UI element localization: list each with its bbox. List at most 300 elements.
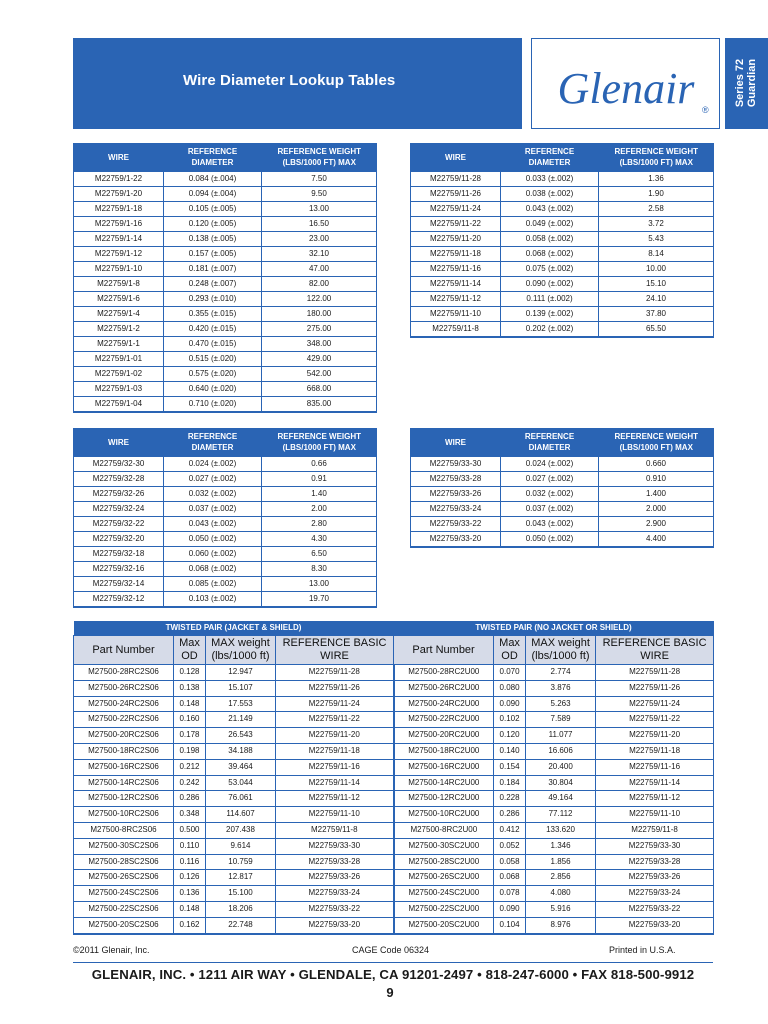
table-cell: 0.038 (±.002) — [501, 187, 599, 202]
table-row — [74, 247, 377, 262]
table-cell: 0.128 — [174, 665, 206, 681]
table-cell: M27500-22RC2U00 — [394, 712, 494, 728]
table-cell: M22759/11-26 — [411, 187, 501, 202]
table-cell: M27500-28RC2S06 — [74, 665, 174, 681]
table-row — [74, 352, 377, 367]
group-header-jacket-shield: TWISTED PAIR (JACKET & SHIELD) — [74, 621, 394, 636]
table-cell: 21.149 — [206, 712, 276, 728]
table-row — [411, 457, 714, 472]
table-row — [74, 517, 377, 532]
col-header-part-number: Part Number — [394, 636, 494, 665]
table-cell: 32.10 — [262, 247, 377, 262]
table-cell: 12.817 — [206, 870, 276, 886]
table-cell: 2.00 — [262, 502, 377, 517]
table-cell: M22759/11-18 — [276, 743, 394, 759]
table-cell: M22759/33-26 — [411, 487, 501, 502]
col-header-ref-weight: REFERENCE WEIGHT (LBS/1000 FT) MAX — [599, 143, 714, 172]
table-cell: 0.058 — [494, 854, 526, 870]
table-row — [411, 517, 714, 532]
table-cell: 0.110 — [174, 838, 206, 854]
table-cell: M22759/11-20 — [276, 728, 394, 744]
table-cell: 10.759 — [206, 854, 276, 870]
table-cell: 2.80 — [262, 517, 377, 532]
table-cell: 4.400 — [599, 532, 714, 548]
col-header-ref-basic-wire: REFERENCE BASIC WIRE — [276, 636, 394, 665]
table-cell: M22759/11-8 — [596, 822, 714, 838]
table-cell: 15.10 — [599, 277, 714, 292]
table-cell: 11.077 — [526, 728, 596, 744]
table-cell: M22759/11-18 — [596, 743, 714, 759]
table-cell: 0.212 — [174, 759, 206, 775]
table-cell: M22759/32-30 — [74, 457, 164, 472]
table-cell: 0.575 (±.020) — [164, 367, 262, 382]
series-line-1: Series 72 — [734, 58, 746, 108]
table-cell: 8.30 — [262, 562, 377, 577]
table-cell: 0.068 — [494, 870, 526, 886]
table-cell: M22759/33-22 — [411, 517, 501, 532]
table-cell: M22759/11-14 — [276, 775, 394, 791]
table-row — [74, 262, 377, 277]
table-cell: 53.044 — [206, 775, 276, 791]
table-cell: M22759/32-24 — [74, 502, 164, 517]
table-row — [74, 854, 714, 870]
table-cell: 5.263 — [526, 696, 596, 712]
table-cell: M22759/33-30 — [276, 838, 394, 854]
table-row — [411, 292, 714, 307]
table-cell: M22759/33-24 — [596, 886, 714, 902]
table-cell: 18.206 — [206, 901, 276, 917]
table-cell: 0.412 — [494, 822, 526, 838]
table-cell: 6.50 — [262, 547, 377, 562]
table-cell: 542.00 — [262, 367, 377, 382]
table-cell: M22759/11-14 — [596, 775, 714, 791]
table-row — [411, 532, 714, 548]
table-cell: 180.00 — [262, 307, 377, 322]
table-cell: M27500-26SC2S06 — [74, 870, 174, 886]
table-cell: 0.66 — [262, 457, 377, 472]
table-cell: 0.024 (±.002) — [164, 457, 262, 472]
table-cell: 0.138 — [174, 680, 206, 696]
table-cell: M22759/32-22 — [74, 517, 164, 532]
table-row — [74, 337, 377, 352]
wire-table-m22759-1 — [73, 143, 377, 413]
table-cell: 65.50 — [599, 322, 714, 338]
table-cell: 5.916 — [526, 901, 596, 917]
table-row — [74, 577, 377, 592]
table-cell: M22759/11-8 — [411, 322, 501, 338]
col-header-part-number: Part Number — [74, 636, 174, 665]
table-cell: 133.620 — [526, 822, 596, 838]
table-cell: 0.027 (±.002) — [164, 472, 262, 487]
table-cell: 0.500 — [174, 822, 206, 838]
table-cell: 0.043 (±.002) — [501, 517, 599, 532]
table-cell: M22759/1-8 — [74, 277, 164, 292]
table-cell: M22759/33-22 — [276, 901, 394, 917]
table-cell: M22759/11-16 — [411, 262, 501, 277]
table-row — [74, 487, 377, 502]
table-cell: M27500-26RC2S06 — [74, 680, 174, 696]
col-header-wire: WIRE — [411, 428, 501, 457]
page-title: Wire Diameter Lookup Tables — [183, 72, 396, 89]
table-cell: 0.052 — [494, 838, 526, 854]
table-row — [74, 728, 714, 744]
table-cell: M22759/1-1 — [74, 337, 164, 352]
table-cell: 9.50 — [262, 187, 377, 202]
table-cell: 1.40 — [262, 487, 377, 502]
table-cell: 0.094 (±.004) — [164, 187, 262, 202]
table-cell: 0.286 — [494, 807, 526, 823]
table-row — [411, 172, 714, 187]
table-cell: 16.50 — [262, 217, 377, 232]
table-cell: M22759/11-12 — [276, 791, 394, 807]
table-cell: M22759/11-20 — [411, 232, 501, 247]
copyright-text: ©2011 Glenair, Inc. — [73, 945, 150, 955]
table-row — [74, 322, 377, 337]
table-cell: 0.090 (±.002) — [501, 277, 599, 292]
logo-wordmark: Glenair — [557, 64, 695, 113]
table-cell: 30.804 — [526, 775, 596, 791]
table-row — [74, 202, 377, 217]
table-cell: 207.438 — [206, 822, 276, 838]
table-cell: 0.033 (±.002) — [501, 172, 599, 187]
table-cell: M22759/11-14 — [411, 277, 501, 292]
table-cell: 0.515 (±.020) — [164, 352, 262, 367]
table-cell: 24.10 — [599, 292, 714, 307]
table-cell: 0.027 (±.002) — [501, 472, 599, 487]
table-cell: 0.154 — [494, 759, 526, 775]
table-cell: M22759/1-01 — [74, 352, 164, 367]
table-cell: 0.640 (±.020) — [164, 382, 262, 397]
table-cell: M22759/33-20 — [411, 532, 501, 548]
table-cell: 47.00 — [262, 262, 377, 277]
table-cell: M27500-28RC2U00 — [394, 665, 494, 681]
table-cell: M27500-26RC2U00 — [394, 680, 494, 696]
table-cell: 39.464 — [206, 759, 276, 775]
table-cell: 2.856 — [526, 870, 596, 886]
table-cell: 49.164 — [526, 791, 596, 807]
table-cell: M22759/1-12 — [74, 247, 164, 262]
col-header-ref-weight: REFERENCE WEIGHT (LBS/1000 FT) MAX — [599, 428, 714, 457]
table-cell: 19.70 — [262, 592, 377, 608]
table-row — [74, 292, 377, 307]
table-row — [411, 202, 714, 217]
table-row — [74, 502, 377, 517]
table-cell: 17.553 — [206, 696, 276, 712]
table-row — [74, 172, 377, 187]
table-cell: M22759/33-26 — [276, 870, 394, 886]
table-row — [411, 217, 714, 232]
table-cell: M27500-20RC2S06 — [74, 728, 174, 744]
table-cell: M27500-18RC2S06 — [74, 743, 174, 759]
table-cell: M27500-12RC2S06 — [74, 791, 174, 807]
table-row — [411, 472, 714, 487]
table-cell: 16.606 — [526, 743, 596, 759]
wire-table-m22759-11 — [410, 143, 714, 338]
table-cell: M27500-10RC2U00 — [394, 807, 494, 823]
table-row — [74, 277, 377, 292]
table-cell: 12.947 — [206, 665, 276, 681]
table-cell: 0.075 (±.002) — [501, 262, 599, 277]
table-cell: 0.037 (±.002) — [164, 502, 262, 517]
table-cell: 7.50 — [262, 172, 377, 187]
table-cell: 1.346 — [526, 838, 596, 854]
table-cell: M27500-24SC2S06 — [74, 886, 174, 902]
table-cell: M22759/11-24 — [411, 202, 501, 217]
table-cell: 0.024 (±.002) — [501, 457, 599, 472]
table-cell: M22759/1-03 — [74, 382, 164, 397]
table-row — [74, 397, 377, 413]
table-cell: 1.36 — [599, 172, 714, 187]
table-cell: 0.286 — [174, 791, 206, 807]
table-cell: M22759/1-4 — [74, 307, 164, 322]
table-cell: M22759/11-20 — [596, 728, 714, 744]
table-row — [74, 822, 714, 838]
table-cell: 9.614 — [206, 838, 276, 854]
table-cell: M22759/32-12 — [74, 592, 164, 608]
table-cell: M27500-20SC2U00 — [394, 917, 494, 933]
table-cell: M22759/11-12 — [596, 791, 714, 807]
table-cell: 0.162 — [174, 917, 206, 933]
table-cell: M27500-24SC2U00 — [394, 886, 494, 902]
table-cell: 0.355 (±.015) — [164, 307, 262, 322]
table-cell: M22759/11-10 — [411, 307, 501, 322]
table-cell: 0.111 (±.002) — [501, 292, 599, 307]
table-cell: 348.00 — [262, 337, 377, 352]
table-cell: 0.070 — [494, 665, 526, 681]
table-row — [74, 367, 377, 382]
table-cell: M27500-22SC2U00 — [394, 901, 494, 917]
table-cell: M22759/11-26 — [276, 680, 394, 696]
col-header-max-weight: MAX weight (lbs/1000 ft) — [206, 636, 276, 665]
table-row — [74, 759, 714, 775]
table-cell: M27500-20SC2S06 — [74, 917, 174, 933]
table-cell: 668.00 — [262, 382, 377, 397]
table-cell: M27500-22RC2S06 — [74, 712, 174, 728]
table-cell: M22759/11-16 — [276, 759, 394, 775]
table-row — [411, 487, 714, 502]
table-cell: M22759/11-12 — [411, 292, 501, 307]
table-cell: 2.774 — [526, 665, 596, 681]
table-cell: 23.00 — [262, 232, 377, 247]
table-cell: 2.000 — [599, 502, 714, 517]
table-row — [74, 807, 714, 823]
table-cell: 2.900 — [599, 517, 714, 532]
table-cell: M22759/11-10 — [276, 807, 394, 823]
table-cell: 7.589 — [526, 712, 596, 728]
table-cell: 3.72 — [599, 217, 714, 232]
table-cell: M27500-30SC2U00 — [394, 838, 494, 854]
registered-mark: ® — [702, 105, 709, 115]
table-cell: 0.120 (±.005) — [164, 217, 262, 232]
table-cell: M22759/11-16 — [596, 759, 714, 775]
table-cell: 0.160 — [174, 712, 206, 728]
table-cell: 114.607 — [206, 807, 276, 823]
table-cell: 76.061 — [206, 791, 276, 807]
col-header-max-od: Max OD — [174, 636, 206, 665]
table-cell: M27500-8RC2U00 — [394, 822, 494, 838]
table-row — [74, 870, 714, 886]
table-cell: 3.876 — [526, 680, 596, 696]
table-cell: 0.090 — [494, 901, 526, 917]
table-row — [411, 232, 714, 247]
table-cell: M22759/11-24 — [276, 696, 394, 712]
group-header-no-jacket: TWISTED PAIR (NO JACKET OR SHIELD) — [394, 621, 714, 636]
table-row — [74, 917, 714, 933]
table-cell: M22759/11-24 — [596, 696, 714, 712]
table-cell: 0.248 (±.007) — [164, 277, 262, 292]
table-cell: 0.202 (±.002) — [501, 322, 599, 338]
table-cell: M22759/33-28 — [411, 472, 501, 487]
table-cell: M22759/32-20 — [74, 532, 164, 547]
table-cell: M27500-12RC2U00 — [394, 791, 494, 807]
table-cell: 13.00 — [262, 202, 377, 217]
table-cell: 0.148 — [174, 901, 206, 917]
table-cell: 0.090 — [494, 696, 526, 712]
table-cell: 0.104 — [494, 917, 526, 933]
table-row — [74, 791, 714, 807]
table-cell: M27500-28SC2U00 — [394, 854, 494, 870]
table-cell: 0.078 — [494, 886, 526, 902]
table-cell: M22759/33-20 — [276, 917, 394, 933]
table-cell: 0.126 — [174, 870, 206, 886]
table-cell: 0.068 (±.002) — [164, 562, 262, 577]
table-cell: M22759/32-28 — [74, 472, 164, 487]
table-cell: 10.00 — [599, 262, 714, 277]
table-row — [411, 187, 714, 202]
table-row — [74, 382, 377, 397]
col-header-wire: WIRE — [74, 428, 164, 457]
table-cell: 0.037 (±.002) — [501, 502, 599, 517]
table-cell: 0.105 (±.005) — [164, 202, 262, 217]
table-cell: 0.148 — [174, 696, 206, 712]
page-number: 9 — [386, 985, 394, 1000]
table-cell: 429.00 — [262, 352, 377, 367]
table-cell: M22759/32-16 — [74, 562, 164, 577]
table-row — [411, 322, 714, 338]
table-cell: M22759/32-14 — [74, 577, 164, 592]
table-cell: 275.00 — [262, 322, 377, 337]
table-cell: 0.181 (±.007) — [164, 262, 262, 277]
table-cell: M22759/11-10 — [596, 807, 714, 823]
table-cell: M27500-18RC2U00 — [394, 743, 494, 759]
table-cell: M22759/11-28 — [596, 665, 714, 681]
glenair-logo — [531, 38, 720, 129]
table-cell: M27500-24RC2S06 — [74, 696, 174, 712]
table-cell: 0.032 (±.002) — [501, 487, 599, 502]
table-cell: 0.138 (±.005) — [164, 232, 262, 247]
table-cell: 0.157 (±.005) — [164, 247, 262, 262]
table-cell: 0.050 (±.002) — [164, 532, 262, 547]
footer-divider — [73, 962, 713, 963]
col-header-wire: WIRE — [74, 143, 164, 172]
table-cell: 0.140 — [494, 743, 526, 759]
table-cell: M27500-22SC2S06 — [74, 901, 174, 917]
table-cell: 0.080 — [494, 680, 526, 696]
table-row — [74, 472, 377, 487]
table-cell: 8.14 — [599, 247, 714, 262]
table-cell: M22759/11-18 — [411, 247, 501, 262]
cage-code-text: CAGE Code 06324 — [352, 945, 430, 955]
table-cell: M22759/33-30 — [411, 457, 501, 472]
table-cell: M22759/11-26 — [596, 680, 714, 696]
table-cell: 34.188 — [206, 743, 276, 759]
table-row — [74, 232, 377, 247]
series-label — [734, 59, 758, 107]
table-cell: 0.293 (±.010) — [164, 292, 262, 307]
table-cell: 0.120 — [494, 728, 526, 744]
col-header-ref-diameter: REFERENCE DIAMETER — [501, 143, 599, 172]
table-cell: 0.043 (±.002) — [501, 202, 599, 217]
wire-table-m22759-32 — [73, 428, 377, 608]
table-cell: M27500-14RC2S06 — [74, 775, 174, 791]
table-cell: 0.910 — [599, 472, 714, 487]
table-cell: 0.178 — [174, 728, 206, 744]
table-cell: 4.30 — [262, 532, 377, 547]
table-cell: 2.58 — [599, 202, 714, 217]
table-row — [74, 775, 714, 791]
table-cell: 13.00 — [262, 577, 377, 592]
table-cell: M27500-16RC2S06 — [74, 759, 174, 775]
table-cell: M22759/33-28 — [276, 854, 394, 870]
table-cell: 82.00 — [262, 277, 377, 292]
table-cell: 0.102 — [494, 712, 526, 728]
table-cell: 0.084 (±.004) — [164, 172, 262, 187]
table-cell: 0.470 (±.015) — [164, 337, 262, 352]
table-row — [74, 712, 714, 728]
table-cell: 0.660 — [599, 457, 714, 472]
col-header-wire: WIRE — [411, 143, 501, 172]
col-header-ref-weight: REFERENCE WEIGHT (LBS/1000 FT) MAX — [262, 143, 377, 172]
col-header-ref-weight: REFERENCE WEIGHT (LBS/1000 FT) MAX — [262, 428, 377, 457]
table-cell: M27500-28SC2S06 — [74, 854, 174, 870]
table-cell: M22759/32-26 — [74, 487, 164, 502]
table-cell: 0.049 (±.002) — [501, 217, 599, 232]
table-cell: M22759/1-18 — [74, 202, 164, 217]
table-row — [74, 187, 377, 202]
table-cell: M22759/1-16 — [74, 217, 164, 232]
col-header-max-weight: MAX weight (lbs/1000 ft) — [526, 636, 596, 665]
table-cell: M22759/11-28 — [411, 172, 501, 187]
table-row — [74, 696, 714, 712]
table-row — [74, 307, 377, 322]
table-cell: 835.00 — [262, 397, 377, 413]
table-row — [411, 247, 714, 262]
table-cell: M22759/32-18 — [74, 547, 164, 562]
table-cell: 1.400 — [599, 487, 714, 502]
table-cell: M27500-26SC2U00 — [394, 870, 494, 886]
table-cell: 0.136 — [174, 886, 206, 902]
table-cell: M22759/11-8 — [276, 822, 394, 838]
table-cell: 0.043 (±.002) — [164, 517, 262, 532]
table-cell: 15.100 — [206, 886, 276, 902]
twisted-pair-table — [73, 621, 714, 935]
table-row — [74, 457, 377, 472]
table-cell: 77.112 — [526, 807, 596, 823]
table-row — [74, 592, 377, 608]
table-cell: M22759/33-24 — [276, 886, 394, 902]
company-address: GLENAIR, INC. • 1211 AIR WAY • GLENDALE, CA 91201-2497 • 818-247-6000 • FAX 818-500-9912 — [91, 967, 695, 982]
table-row — [74, 680, 714, 696]
table-cell: M22759/1-22 — [74, 172, 164, 187]
table-row — [411, 277, 714, 292]
table-cell: M27500-14RC2U00 — [394, 775, 494, 791]
col-header-ref-diameter: REFERENCE DIAMETER — [501, 428, 599, 457]
table-cell: M22759/1-20 — [74, 187, 164, 202]
table-cell: 0.058 (±.002) — [501, 232, 599, 247]
table-cell: M22759/33-26 — [596, 870, 714, 886]
table-row — [74, 838, 714, 854]
table-cell: 1.856 — [526, 854, 596, 870]
